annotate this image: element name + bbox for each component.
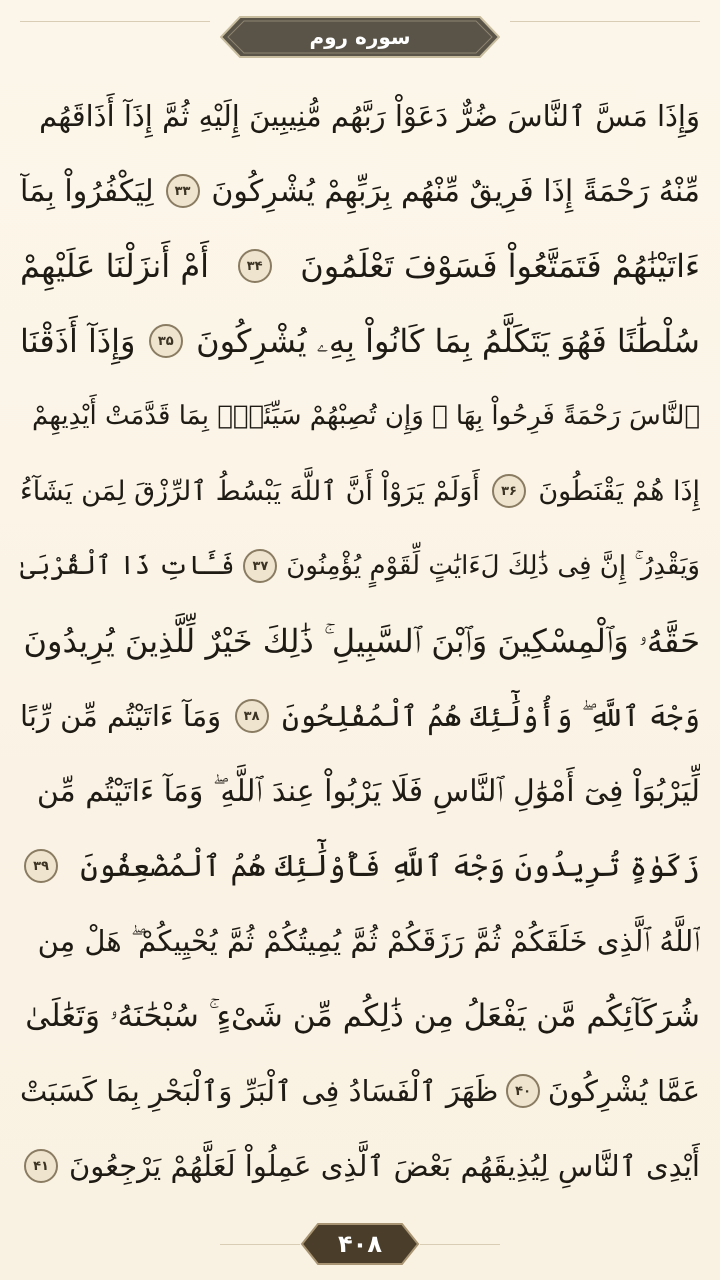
page-number-badge[interactable] <box>300 1222 420 1266</box>
ayah-line <box>20 755 700 827</box>
ayah-text-segment: إِذَا هُمْ يَقْنَطُونَ <box>538 475 700 507</box>
ayah-line <box>20 155 700 227</box>
ayah-number-marker[interactable]: ۳۹ <box>24 849 58 883</box>
ayah-text-segment: مِّنْهُ رَحْمَةً إِذَا فَرِيقٌ مِّنْهُم بِرَبِّهِمْ يُشْرِكُونَ <box>211 173 700 209</box>
page-footer <box>0 1222 720 1266</box>
ayah-text-segment: زَكَوٰةٍ تُرِيدُونَ وَجْهَ ٱللَّهِ فَأُوْلَٰٓئِكَ هُمُ ٱلْمُضْعِفُونَ <box>80 848 700 884</box>
ayah-text-segment: ءَاتَيْنَٰهُمْ فَتَمَتَّعُواْ فَسَوْفَ تَعْلَمُونَ <box>300 247 700 285</box>
ayah-text-segment: شُرَكَآئِكُم مَّن يَفْعَلُ مِن ذَٰلِكُم مِّن شَىْءٍ ۚ سُبْحَٰنَهُۥ وَتَعَٰلَىٰ <box>25 997 700 1034</box>
ayah-line <box>20 230 700 302</box>
ayah-number-marker[interactable]: ۳۷ <box>243 549 277 583</box>
footer-divider-left <box>220 1244 300 1245</box>
ayah-text-segment: فَـَٔاتِ ذَا ٱلْقُرْبَىٰ <box>20 551 235 581</box>
ayah-text-segment: وَيَقْدِرُ ۚ إِنَّ فِى ذَٰلِكَ لَءَايَٰتٍ لِّقَوْمٍ يُؤْمِنُونَ <box>286 550 700 581</box>
ayah-line <box>20 530 700 602</box>
ayah-number-marker[interactable]: ۳۶ <box>492 474 526 508</box>
ayah-text-segment: حَقَّهُۥ وَٱلْمِسْكِينَ وَٱبْنَ ٱلسَّبِيلِ ۚ ذَٰلِكَ خَيْرٌ لِّلَّذِينَ يُرِيدُونَ <box>23 621 700 660</box>
ayah-line <box>20 455 700 527</box>
ayah-number-marker[interactable]: ۳۴ <box>238 249 272 283</box>
ayah-text-segment: أَمْ أَنزَلْنَا عَلَيْهِمْ <box>20 247 210 285</box>
ayah-text-segment: وَإِذَا مَسَّ ٱلنَّاسَ ضُرٌّ دَعَوْاْ رَبَّهُم مُّنِيبِينَ إِلَيْهِ ثُمَّ إِذَآ أَذَاقَهُم <box>39 99 700 133</box>
ayah-text-segment: وَجْهَ ٱللَّهِ ۖ وَأُوْلَٰٓئِكَ هُمُ ٱلْمُفْلِحُونَ <box>282 698 700 733</box>
ayah-text-segment: سُلْطَٰنًا فَهُوَ يَتَكَلَّمُ بِمَا كَانُواْ بِهِۦ يُشْرِكُونَ <box>196 321 700 360</box>
surah-title: سوره روم <box>309 25 411 49</box>
ayah-number-marker[interactable]: ۳۳ <box>166 174 200 208</box>
ayah-line <box>20 680 700 752</box>
ayah-line <box>20 1055 700 1127</box>
ayah-text-segment: أَوَلَمْ يَرَوْاْ أَنَّ ٱللَّهَ يَبْسُطُ ٱلرِّزْقَ لِمَن يَشَآءُ <box>20 475 480 507</box>
page-number: ۴۰۸ <box>338 1230 382 1258</box>
ayah-number-marker[interactable]: ۳۸ <box>235 699 269 733</box>
ayah-text-segment: وَمَآ ءَاتَيْتُم مِّن رِّبًا <box>20 699 222 733</box>
ayah-text-body <box>20 80 700 1210</box>
surah-title-banner[interactable] <box>220 16 500 58</box>
ayah-number-marker[interactable]: ۴۱ <box>24 1149 58 1183</box>
ayah-line <box>20 605 700 677</box>
ayah-text-segment: لِيَكْفُرُواْ بِمَآ <box>20 173 154 209</box>
surah-header <box>0 16 720 60</box>
ayah-text-segment: عَمَّا يُشْرِكُونَ <box>547 1074 700 1108</box>
ayah-text-segment: ٱلنَّاسَ رَحْمَةً فَرِحُواْ بِهَا ۖ وَإِن تُصِبْهُمْ سَيِّئَةٌۢ بِمَا قَدَّمَتْ أَيْدِيهِمْ <box>32 401 700 431</box>
ayah-number-marker[interactable]: ۴۰ <box>506 1074 540 1108</box>
ayah-line <box>20 305 700 377</box>
ayah-text-segment: وَإِذَآ أَذَقْنَا <box>20 322 136 360</box>
ayah-line <box>20 980 700 1052</box>
ayah-text-segment: ظَهَرَ ٱلْفَسَادُ فِى ٱلْبَرِّ وَٱلْبَحْرِ بِمَا كَسَبَتْ <box>20 1074 499 1108</box>
footer-divider-right <box>420 1244 500 1245</box>
ayah-text-segment: لِّيَرْبُوَاْ فِىٓ أَمْوَٰلِ ٱلنَّاسِ فَلَا يَرْبُواْ عِندَ ٱللَّهِ ۖ وَمَآ ءَاتَيْتُم مِّن <box>36 773 700 809</box>
ayah-line <box>20 380 700 452</box>
ayah-text-segment: أَيْدِى ٱلنَّاسِ لِيُذِيقَهُم بَعْضَ ٱلَّذِى عَمِلُواْ لَعَلَّهُمْ يَرْجِعُونَ <box>68 1149 700 1183</box>
ayah-line <box>20 1130 700 1202</box>
ayah-line <box>20 830 700 902</box>
ayah-line <box>20 80 700 152</box>
ayah-number-marker[interactable]: ۳۵ <box>149 324 183 358</box>
ayah-line <box>20 905 700 977</box>
ayah-text-segment: ٱللَّهُ ٱلَّذِى خَلَقَكُمْ ثُمَّ رَزَقَكُمْ ثُمَّ يُمِيتُكُمْ ثُمَّ يُحْيِيكُمْ ۖ هَلْ مِن <box>37 923 700 958</box>
